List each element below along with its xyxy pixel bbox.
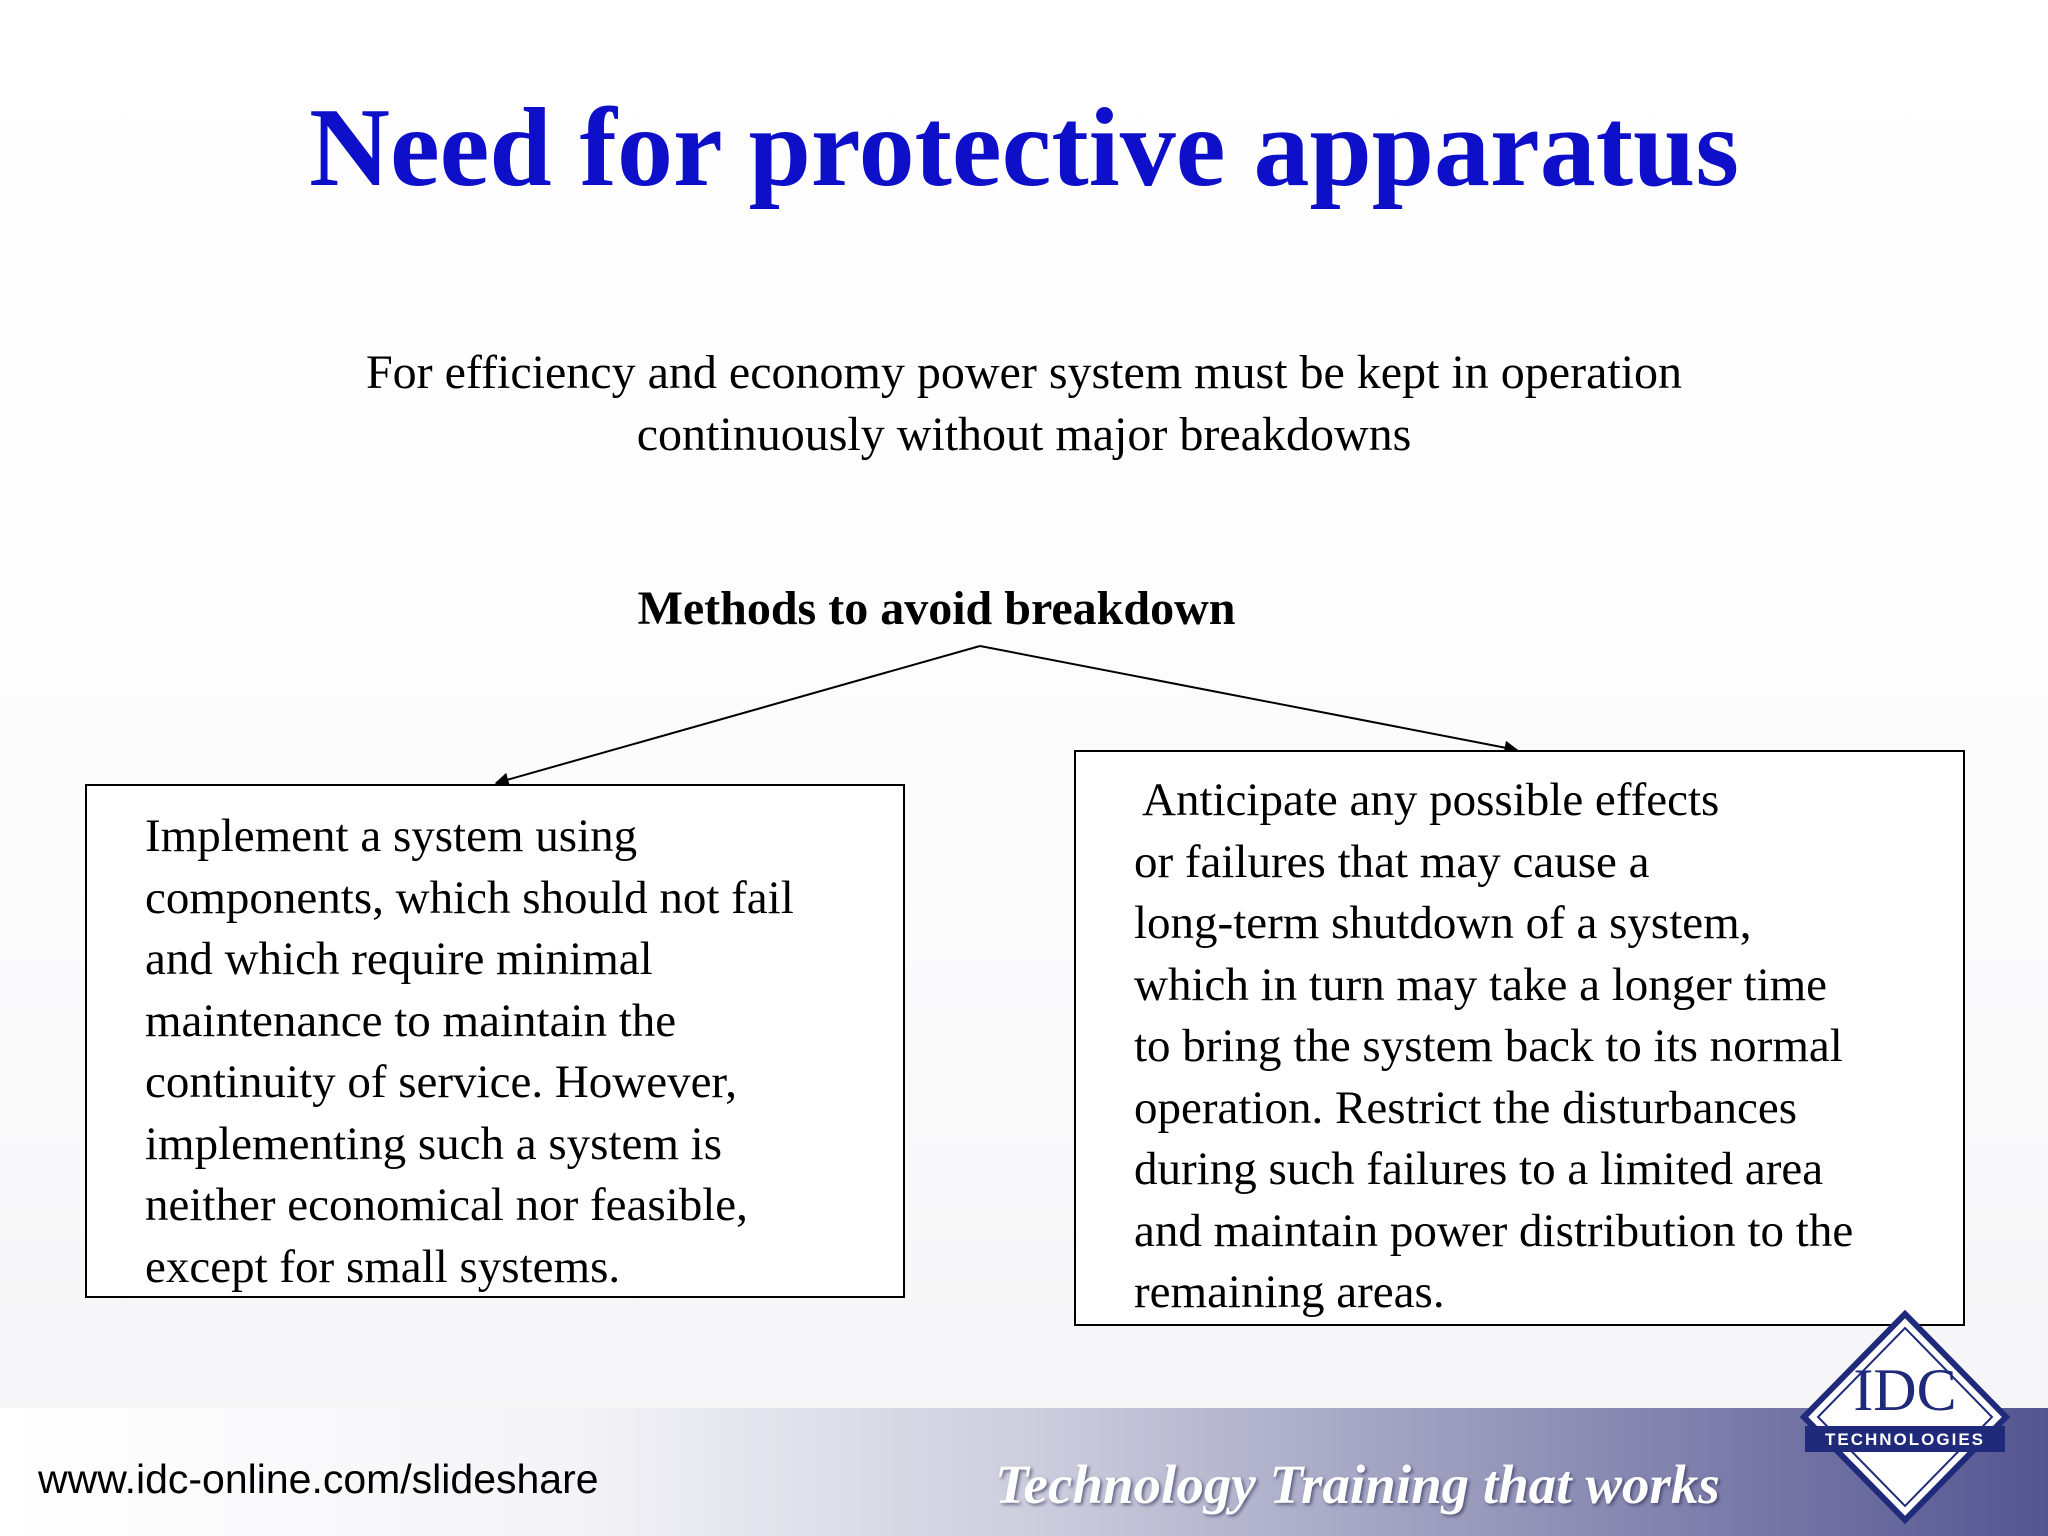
right-box-line: operation. Restrict the disturbances — [1134, 1081, 1798, 1134]
left-box-line: maintenance to maintain the — [145, 994, 677, 1047]
right-box-line: or failures that may cause a — [1134, 835, 1650, 888]
left-box-line: and which require minimal — [145, 933, 653, 985]
left-box-line: implementing such a system is — [145, 1117, 722, 1170]
left-method-box — [85, 784, 905, 1298]
idc-technologies-logo — [1800, 1310, 2010, 1525]
left-box-line: continuity of service. However, — [145, 1056, 737, 1108]
footer-url[interactable]: www.idc-online.com/slideshare — [38, 1456, 599, 1502]
right-method-box — [1074, 750, 1965, 1326]
right-box-line: and maintain power distribution to the — [1134, 1204, 1854, 1257]
intro-line-1: For efficiency and economy power system must be kept in operation — [365, 346, 1683, 399]
arrow-to-left-box — [496, 646, 980, 783]
logo-text: IDC — [1853, 1357, 1957, 1423]
right-box-line: Anticipate any possible effects — [1142, 774, 1720, 826]
right-box-line: long-term shutdown of a system, — [1134, 897, 1752, 949]
slide-title: Need for protective apparatus — [309, 86, 1739, 210]
right-box-line: remaining areas. — [1134, 1266, 1445, 1318]
arrow-to-right-box — [980, 646, 1517, 750]
left-box-line: components, which should not fail — [145, 871, 794, 924]
left-box-line: neither economical nor feasible, — [145, 1179, 748, 1231]
right-box-line: to bring the system back to its normal — [1134, 1020, 1843, 1072]
footer-tagline: Technology Training that works — [995, 1454, 1720, 1515]
methods-heading: Methods to avoid breakdown — [637, 582, 1236, 635]
left-box-line: except for small systems. — [145, 1240, 621, 1293]
logo-subtext: TECHNOLOGIES — [1824, 1430, 1986, 1449]
left-box-line: Implement a system using — [145, 810, 638, 862]
intro-line-2: continuously without major breakdowns — [636, 408, 1412, 461]
right-box-line: which in turn may take a longer time — [1134, 958, 1828, 1011]
right-box-line: during such failures to a limited area — [1134, 1143, 1824, 1195]
